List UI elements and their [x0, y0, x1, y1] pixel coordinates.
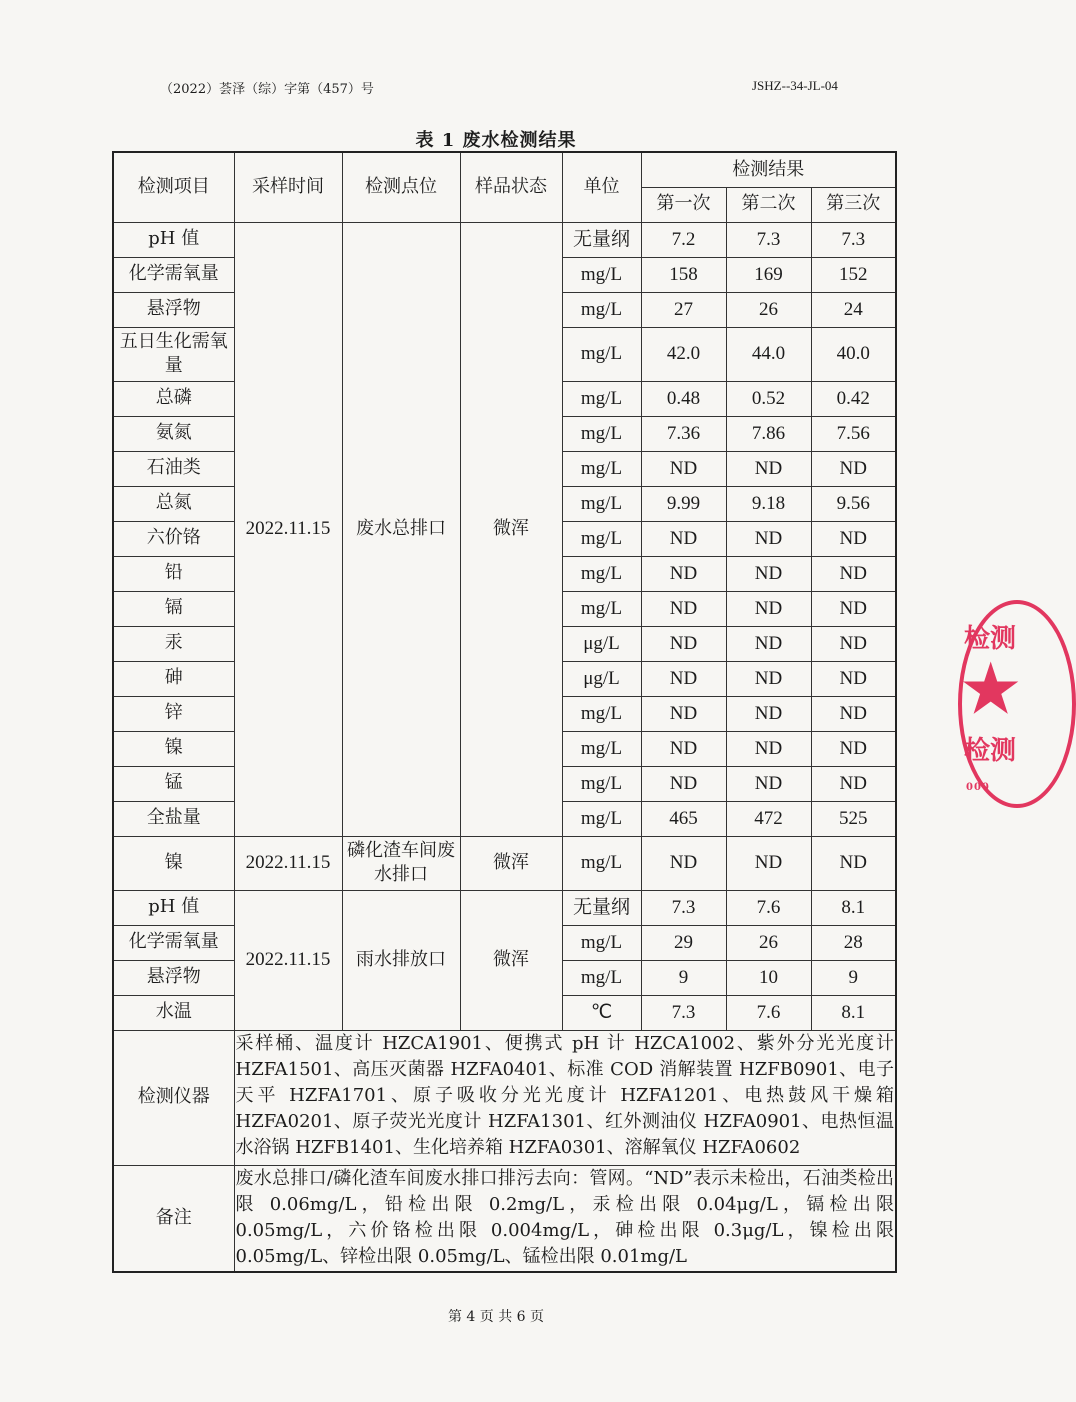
cell-value-3: 7.56: [811, 416, 896, 451]
table-row: [113, 222, 896, 257]
cell-unit: 无量纲: [562, 890, 641, 925]
cell-value-3: ND: [811, 696, 896, 731]
cell-value-3: ND: [811, 521, 896, 556]
cell-value-2: ND: [726, 626, 811, 661]
cell-unit: mg/L: [562, 766, 641, 801]
cell-state: 微浑: [460, 222, 562, 836]
cell-value-1: 42.0: [641, 327, 726, 381]
cell-unit: mg/L: [562, 960, 641, 995]
instruments-label: 检测仪器: [113, 1030, 234, 1165]
cell-item: 五日生化需氧量: [113, 327, 234, 381]
header-item: 检测项目: [113, 152, 234, 222]
cell-value-3: ND: [811, 661, 896, 696]
cell-value-2: ND: [726, 661, 811, 696]
cell-value-2: ND: [726, 731, 811, 766]
cell-value-2: ND: [726, 521, 811, 556]
cell-unit: mg/L: [562, 521, 641, 556]
cell-item: 锌: [113, 696, 234, 731]
notes-body: [113, 1030, 896, 1272]
cell-unit: mg/L: [562, 416, 641, 451]
header-state: 样品状态: [460, 152, 562, 222]
cell-value-2: 7.3: [726, 222, 811, 257]
cell-value-3: 9.56: [811, 486, 896, 521]
cell-value-1: 7.36: [641, 416, 726, 451]
cell-unit: μg/L: [562, 626, 641, 661]
table-row: [113, 836, 896, 890]
remarks-text: 废水总排口/磷化渣车间废水排口排污去向：管网。“ND”表示未检出，石油类检出限 0.06mg/L，铅检出限 0.2mg/L，汞检出限 0.04μg/L，镉检出限 0.05mg/L，六价铬检出限 0.004mg/L，砷检出限 0.3μg/L，镍检出限 0.05mg/L、锌检出限 0.05mg/L、锰检出限 0.01mg/L: [234, 1165, 896, 1272]
cell-time: 2022.11.15: [234, 890, 342, 1030]
cell-unit: mg/L: [562, 925, 641, 960]
cell-value-1: 0.48: [641, 381, 726, 416]
company-seal: [958, 600, 1048, 800]
cell-value-3: 28: [811, 925, 896, 960]
cell-value-1: 465: [641, 801, 726, 836]
cell-value-3: ND: [811, 451, 896, 486]
cell-value-1: 27: [641, 292, 726, 327]
cell-unit: mg/L: [562, 556, 641, 591]
cell-item: 铅: [113, 556, 234, 591]
cell-value-3: 525: [811, 801, 896, 836]
cell-item: 锰: [113, 766, 234, 801]
cell-unit: mg/L: [562, 486, 641, 521]
cell-unit: ℃: [562, 995, 641, 1030]
cell-value-1: ND: [641, 521, 726, 556]
cell-value-2: ND: [726, 836, 811, 890]
cell-unit: mg/L: [562, 591, 641, 626]
cell-time: 2022.11.15: [234, 836, 342, 890]
cell-value-2: 169: [726, 257, 811, 292]
cell-unit: mg/L: [562, 257, 641, 292]
results-body: [113, 222, 896, 1030]
cell-point: 雨水排放口: [342, 890, 460, 1030]
cell-value-1: 29: [641, 925, 726, 960]
cell-unit: mg/L: [562, 801, 641, 836]
results-table: [112, 151, 897, 1273]
cell-value-3: ND: [811, 766, 896, 801]
cell-unit: μg/L: [562, 661, 641, 696]
cell-value-2: ND: [726, 591, 811, 626]
seal-text-top: 检测: [964, 624, 1017, 654]
cell-item: 总磷: [113, 381, 234, 416]
cell-point: 废水总排口: [342, 222, 460, 836]
table-row: [113, 890, 896, 925]
cell-item: 氨氮: [113, 416, 234, 451]
cell-value-3: ND: [811, 731, 896, 766]
cell-item: 总氮: [113, 486, 234, 521]
cell-value-3: ND: [811, 591, 896, 626]
cell-unit: 无量纲: [562, 222, 641, 257]
header-unit: 单位: [562, 152, 641, 222]
cell-item: pH 值: [113, 222, 234, 257]
cell-item: 砷: [113, 661, 234, 696]
header-third: 第三次: [811, 187, 896, 222]
header-time: 采样时间: [234, 152, 342, 222]
cell-value-1: ND: [641, 731, 726, 766]
cell-item: 镍: [113, 836, 234, 890]
header-second: 第二次: [726, 187, 811, 222]
cell-value-2: 10: [726, 960, 811, 995]
cell-value-2: 7.6: [726, 890, 811, 925]
cell-value-1: ND: [641, 451, 726, 486]
cell-value-3: ND: [811, 626, 896, 661]
cell-point: 磷化渣车间废水排口: [342, 836, 460, 890]
cell-item: pH 值: [113, 890, 234, 925]
cell-item: 化学需氧量: [113, 257, 234, 292]
cell-value-2: ND: [726, 556, 811, 591]
header-first: 第一次: [641, 187, 726, 222]
cell-unit: mg/L: [562, 836, 641, 890]
cell-unit: mg/L: [562, 381, 641, 416]
cell-value-2: 0.52: [726, 381, 811, 416]
cell-value-1: 7.3: [641, 890, 726, 925]
header-result: 检测结果: [641, 152, 896, 187]
cell-value-3: ND: [811, 836, 896, 890]
cell-value-2: 7.86: [726, 416, 811, 451]
cell-item: 石油类: [113, 451, 234, 486]
instruments-text: 采样桶、温度计 HZCA1901、便携式 pH 计 HZCA1002、紫外分光光度计 HZFA1501、高压灭菌器 HZFA0401、标准 COD 消解装置 HZFB0901、电子天平 HZFA1701、原子吸收分光光度计 HZFA1201、电热鼓风干燥箱 HZFA0201、原子荧光光度计 HZFA1301、红外测油仪 HZFA0901、电热恒温水浴锅 HZFB1401、生化培养箱 HZFA0301、溶解氧仪 HZFA0602: [234, 1030, 896, 1165]
cell-value-1: ND: [641, 766, 726, 801]
seal-text-bottom: 检测: [964, 736, 1017, 766]
cell-state: 微浑: [460, 836, 562, 890]
document-number: （2022）荟泽（综）字第（457）号: [160, 82, 374, 97]
cell-item: 六价铬: [113, 521, 234, 556]
cell-value-2: 26: [726, 925, 811, 960]
cell-value-3: 7.3: [811, 222, 896, 257]
cell-value-2: ND: [726, 451, 811, 486]
cell-item: 水温: [113, 995, 234, 1030]
cell-value-2: ND: [726, 766, 811, 801]
cell-value-1: 7.2: [641, 222, 726, 257]
cell-value-1: 7.3: [641, 995, 726, 1030]
cell-item: 全盐量: [113, 801, 234, 836]
cell-unit: mg/L: [562, 731, 641, 766]
page-footer: 第 4 页 共 6 页: [447, 1309, 545, 1325]
cell-value-3: 9: [811, 960, 896, 995]
cell-value-1: 9.99: [641, 486, 726, 521]
seal-code: 000: [966, 782, 990, 793]
cell-value-3: 152: [811, 257, 896, 292]
header-point: 检测点位: [342, 152, 460, 222]
cell-value-1: 9: [641, 960, 726, 995]
cell-value-2: 472: [726, 801, 811, 836]
cell-unit: mg/L: [562, 451, 641, 486]
cell-item: 悬浮物: [113, 960, 234, 995]
cell-unit: mg/L: [562, 327, 641, 381]
cell-value-3: 24: [811, 292, 896, 327]
seal-star-icon: ★: [962, 652, 1020, 727]
cell-value-2: ND: [726, 696, 811, 731]
form-code: JSHZ--34-JL-04: [752, 78, 838, 93]
cell-item: 汞: [113, 626, 234, 661]
cell-value-2: 44.0: [726, 327, 811, 381]
cell-value-3: 8.1: [811, 995, 896, 1030]
table-title: 表 1 废水检测结果: [415, 130, 577, 151]
cell-value-1: ND: [641, 836, 726, 890]
cell-value-3: 8.1: [811, 890, 896, 925]
cell-state: 微浑: [460, 890, 562, 1030]
cell-value-1: ND: [641, 556, 726, 591]
cell-value-1: ND: [641, 696, 726, 731]
cell-value-1: ND: [641, 591, 726, 626]
cell-value-3: ND: [811, 556, 896, 591]
cell-value-2: 9.18: [726, 486, 811, 521]
cell-unit: mg/L: [562, 292, 641, 327]
cell-value-3: 40.0: [811, 327, 896, 381]
remarks-label: 备注: [113, 1165, 234, 1272]
cell-unit: mg/L: [562, 696, 641, 731]
cell-value-1: 158: [641, 257, 726, 292]
cell-value-1: ND: [641, 626, 726, 661]
cell-time: 2022.11.15: [234, 222, 342, 836]
cell-value-2: 7.6: [726, 995, 811, 1030]
cell-value-2: 26: [726, 292, 811, 327]
cell-item: 化学需氧量: [113, 925, 234, 960]
cell-item: 镉: [113, 591, 234, 626]
cell-item: 悬浮物: [113, 292, 234, 327]
cell-value-1: ND: [641, 661, 726, 696]
cell-value-3: 0.42: [811, 381, 896, 416]
cell-item: 镍: [113, 731, 234, 766]
